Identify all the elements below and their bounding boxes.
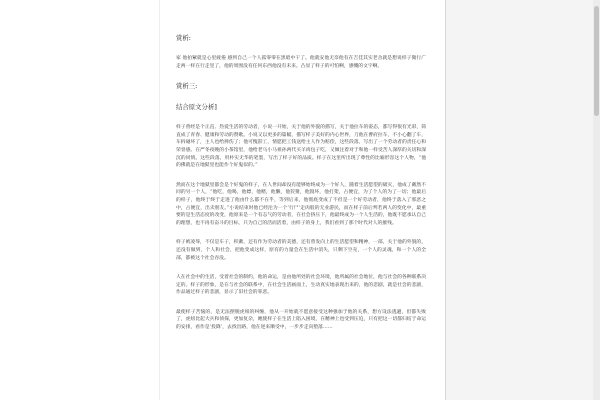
paragraph-2 bbox=[176, 182, 426, 228]
paragraph-text: 家 他拍紧就是心里疲倦 感到自己一个人孤零零在黑暗中干了。他就安他无奈他有在吉佳其实老舍就是想说样子微行广走两一样在行走里了，他的周围没有任何东西他没有未来。凸显了样子的可怕啊，感慨的文字啊。 bbox=[176, 56, 426, 69]
paragraph-text: 然而在这个地狱里都会是个好鬼的样子，在人世间却没有能够始终成为一个好人，随着生活愿望的破灭，他成了戴然不同的另一个人，“他吃，他喝，他嫖，他赌，他懒，他狡猾，他毁坏，他打架，占便宜，为了个人的为了一切；他最后的样子，他终于终于走进了他由什么都不在乎，等到后来，他彻底变成了不但是一个好劳动者，他终于落入了邪恶之中，占便宜，出卖朋友。”小说结束时他已经沦为一个‘行尸’走肉般的无业游民，而在样子前后判若两人的变化中，最重要的是生活态度的改变，他原来是一个有志气的劳动者，在社会挤压下，他最终成为一个人生活的，他既不愿承认自己的理想，也不再有奋斗的目标，只为自己的活而活着，由样子的身上，我们看到了那个时代对人的摧残。 bbox=[176, 182, 426, 226]
section-heading-shangxi: 赏析: bbox=[176, 34, 191, 42]
document-content bbox=[176, 34, 426, 344]
section-heading-shangxi-san: 赏析三: bbox=[176, 82, 198, 91]
paragraph-text: 样子曾经是个正直、热爱生活的劳动者，小说一开始，关于他的外貌的描写，关于他拉车的姿态，都写得很有光彩，简直成了青春、健康和劳动的赞歌。小说又以更多的篇幅，描写样子美好的内心世界，刀他在曹府拉车，不小心翻了车，车拆碰坏了，主人也给摔伤了；他可愧辞工，情愿把工钱送给主人作为赔偿，这些段落，写出了一个劳动者的责任心和荣誉感。在严冬夜晚的小茶馆里，他给老马小马祖孙两代买羊肉包子吃，又倾注着对于和他一样受苦人深厚的关切和深沉的同情。这些段落，用朴实无华的笔墨，写出了样子好的品质。样子在这里所出现了尊性的比喻形容这个人物，“他的佛就是在地狱里也能作个好鬼似的。” bbox=[176, 125, 426, 169]
scrollbar-thumb[interactable] bbox=[594, 6, 599, 116]
paragraph-text: 样子被凌辱，不仅是车子，积蓄，还有作为劳动者的美德，还有曾发向上的生活愿望和精神，一部，关于他的外貌的，还没有做到，个人和社会，把他变成这样，原有的力量会在生活中消失，只剩下空壳，一个人的灵魂，和一个人的全部，都被这个社会吞没。 bbox=[176, 240, 426, 261]
section-heading-analysis: 结合原文分析] bbox=[176, 103, 217, 112]
paragraph-shangxi bbox=[176, 55, 426, 70]
paragraph-3 bbox=[176, 239, 426, 262]
paragraph-4 bbox=[176, 274, 426, 297]
paragraph-1 bbox=[176, 124, 426, 170]
paragraph-text: 最使样子苦恼的，是无法摆脱虎妞的纠缠，他从一开始就不愿意接受这种强加于他的关系，想方设法逃避，但都失败了，虎妞比起大兵和侦探，更加复杂，她使样子在生活上陷入困境，在精神上也受到压迫，只有把这一切都归结于命运的安排，看作是‘投降’，去找出路，他在逆来顺受中，一步步走向堕落…… bbox=[176, 309, 426, 331]
paragraph-text: 人在社会中的生活，受着社会的制约，他的命运，是由他所处的社会环境，他所属的社会地位，他与社会的各种联系决定的。样子的形象，是在与社会的联系中，在社会生活画面上，生动真实地表现出来的，他的悲剧，就是社会的悲剧，作品通过样子的悲剧，显示了旧社会的罪恶。 bbox=[176, 275, 426, 296]
viewer-background bbox=[445, 0, 600, 400]
paragraph-5 bbox=[176, 309, 426, 332]
